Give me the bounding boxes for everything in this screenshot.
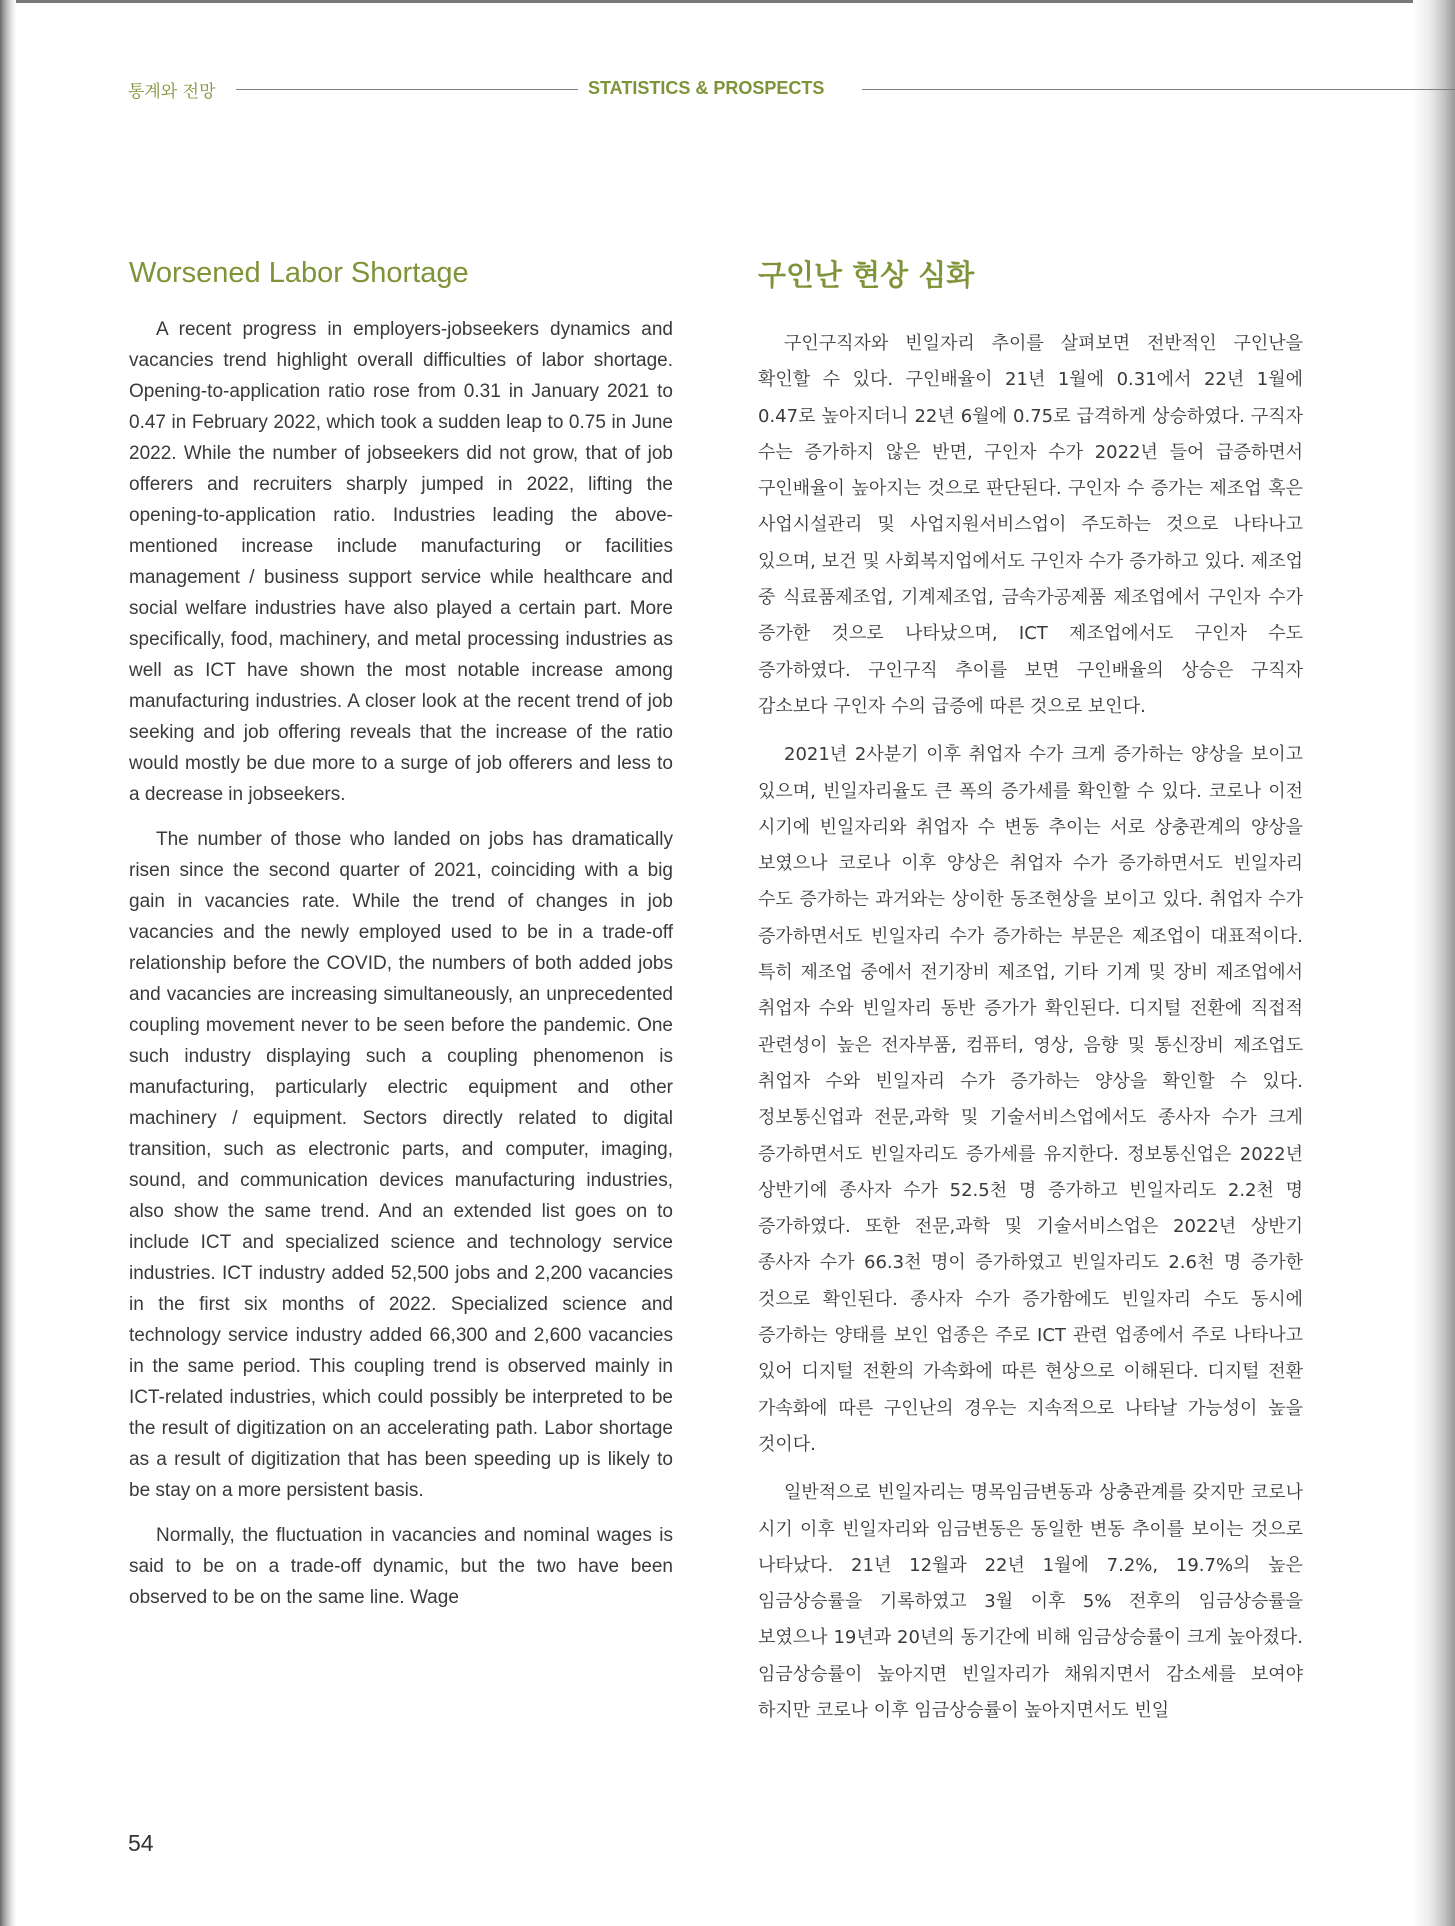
english-paragraph: Normally, the fluctuation in vacancies and nominal wages is said to be on a trade-off dynamic, but the two have been observed to be on the same line. Wage [129,1525,673,1608]
running-header [128,77,1455,101]
header-rule-right [862,89,1455,90]
english-section-title: Worsened Labor Shortage [129,257,469,289]
korean-column [758,255,1303,1729]
page-edge-shadow-right [1413,0,1455,1926]
korean-paragraph: 일반적으로 빈일자리는 명목임금변동과 상충관계를 갖지만 코로나 시기 이후 빈일자리와 임금변동은 동일한 변동 추이를 보이는 것으로 나타났다. 21년 12월과 22년 1월에 7.2%, 19.7%의 높은 임금상승률을 기록하였고 3월 이후 5% 전후의 임금상승률을 보였으나 19년과 20년의 동기간에 비해 임금상승률이 크게 높아졌다. 임금상승률이 높아지면 빈일자리가 채워지면서 감소세를 보여야 하지만 코로나 이후 임금상승률이 높아지면서도 빈일 [758,1482,1303,1721]
english-paragraph: A recent progress in employers-jobseekers dynamics and vacancies trend highlight overall difficulties of labor shortage. Opening-to-application ratio rose from 0.31 in January 2021 to 0.47 in February 2022, which took a sudden leap to 0.75 in June 2022. While the number of jobseekers did not grow, that of job offerers and recruiters sharply jumped in 2022, lifting the opening-to-application ratio. Industries leading the above-mentioned increase include manufacturing or facilities management / business support service while healthcare and social welfare industries have also played a certain part. More specifically, food, machinery, and metal processing industries as well as ICT have shown the most notable increase among manufacturing industries. A closer look at the recent trend of job seeking and job offering reveals that the increase of the ratio would mostly be due more to a surge of job offerers and less to a decrease in jobseekers. [129,319,673,805]
english-paragraph: The number of those who landed on jobs has dramatically risen since the second quarter of 2021, coinciding with a big gain in vacancies rate. While the trend of changes in job vacancies and the newly employed used to be in a trade-off relationship before the COVID, the numbers of both added jobs and vacancies are increasing simultaneously, an unprecedented coupling movement never to be seen before the pandemic. One such industry displaying such a coupling phenomenon is manufacturing, particularly electric equipment and other machinery / equipment. Sectors directly related to digital transition, such as electronic parts, and computer, imaging, sound, and communication devices manufacturing industries, also show the same trend. And an extended list goes on to include ICT and specialized science and technology service industries. ICT industry added 52,500 jobs and 2,200 vacancies in the first six months of 2022. Specialized science and technology service industry added 66,300 and 2,600 vacancies in the same period. This coupling trend is observed mainly in ICT-related industries, which could possibly be interpreted to be the result of digitization on an accelerating path. Labor shortage as a result of digitization that has been speeding up is likely to be stay on a more persistent basis. [129,829,673,1501]
binding-shadow-left [0,0,16,1926]
header-english-title: STATISTICS & PROSPECTS [578,78,834,99]
page-number: 54 [128,1830,154,1856]
korean-section-title: 구인난 현상 심화 [758,258,975,292]
korean-paragraph: 2021년 2사분기 이후 취업자 수가 크게 증가하는 양상을 보이고 있으며, 빈일자리율도 큰 폭의 증가세를 확인할 수 있다. 코로나 이전 시기에 빈일자리와 취업자 수 변동 추이는 서로 상충관계의 양상을 보였으나 코로나 이후 양상은 취업자 수가 증가하면서도 빈일자리 수도 증가하는 과거와는 상이한 동조현상을 보이고 있다. 취업자 수가 증가하면서도 빈일자리 수가 증가하는 부문은 제조업이 대표적이다. 특히 제조업 중에서 전기장비 제조업, 기타 기계 및 장비 제조업에서 취업자 수와 빈일자리 동반 증가가 확인된다. 디지털 전환에 직접적 관련성이 높은 전자부품, 컴퓨터, 영상, 음향 및 통신장비 제조업도 취업자 수와 빈일자리 수가 증가하는 양상을 확인할 수 있다. 정보통신업과 전문,과학 및 기술서비스업에서도 종사자 수가 크게 증가하면서도 빈일자리도 증가세를 유지한다. 정보통신업은 2022년 상반기에 종사자 수가 52.5천 명 증가하고 빈일자리도 2.2천 명 증가하였다. 또한 전문,과학 및 기술서비스업은 2022년 상반기 종사자 수가 66.3천 명이 증가하였고 빈일자리도 2.6천 명 증가한 것으로 확인된다. 종사자 수가 증가함에도 빈일자리 수도 동시에 증가하는 양태를 보인 업종은 주로 ICT 관련 업종에서 주로 나타나고 있어 디지털 전환의 가속화에 따른 현상으로 이해된다. 디지털 전환 가속화에 따른 구인난의 경우는 지속적으로 나타날 가능성이 높을 것이다. [758,744,1303,1455]
header-korean-title: 통계와 전망 [128,82,216,102]
english-column [129,255,673,1613]
korean-paragraph: 구인구직자와 빈일자리 추이를 살펴보면 전반적인 구인난을 확인할 수 있다. 구인배율이 21년 1월에 0.31에서 22년 1월에 0.47로 높아지더니 22년 6월에 0.75로 급격하게 상승하였다. 구직자 수는 증가하지 않은 반면, 구인자 수가 2022년 들어 급증하면서 구인배율이 높아지는 것으로 판단된다. 구인자 수 증가는 제조업 혹은 사업시설관리 및 사업지원서비스업이 주도하는 것으로 나타나고 있으며, 보건 및 사회복지업에서도 구인자 수가 증가하고 있다. 제조업 중 식료품제조업, 기계제조업, 금속가공제품 제조업에서 구인자 수가 증가한 것으로 나타났으며, ICT 제조업에서도 구인자 수도 증가하였다. 구인구직 추이를 보면 구인배율의 상승은 구직자 감소보다 구인자 수의 급증에 따른 것으로 보인다. [758,333,1303,717]
page-top-edge [0,0,1455,3]
